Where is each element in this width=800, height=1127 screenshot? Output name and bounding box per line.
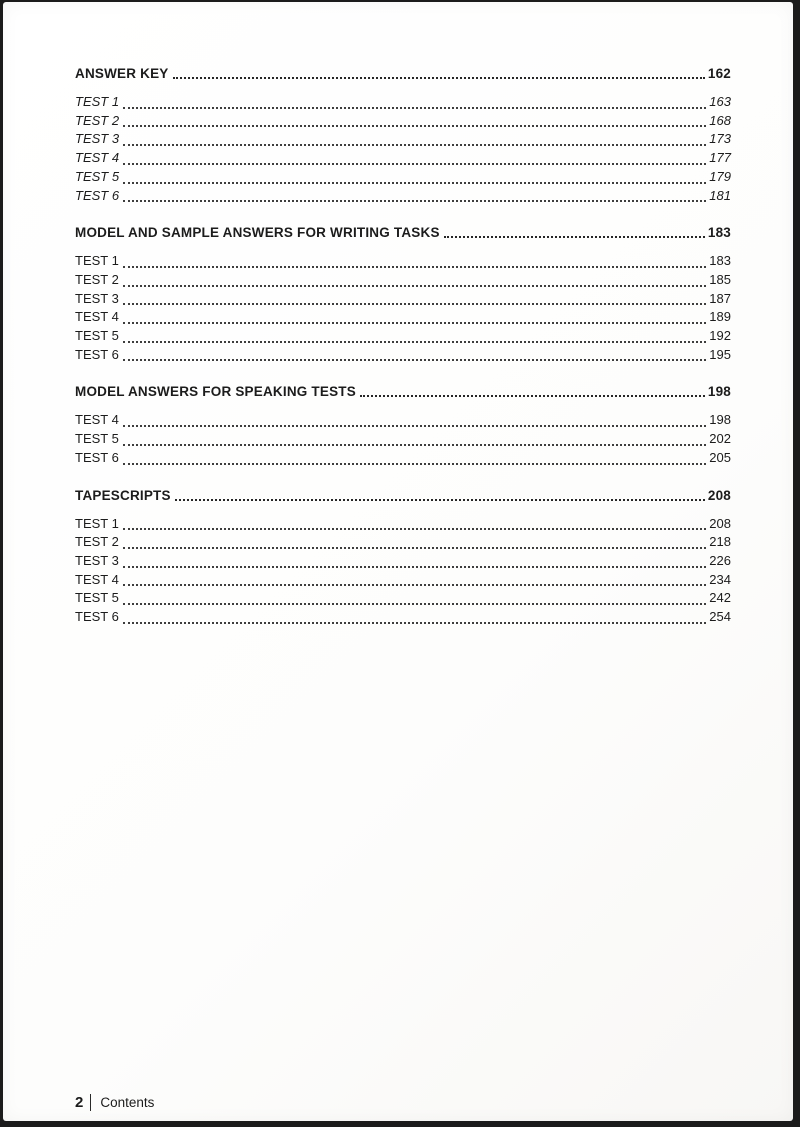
toc-heading-label: TAPESCRIPTS <box>75 487 171 503</box>
dot-leader <box>123 308 706 324</box>
toc-entry-page: 205 <box>709 449 731 465</box>
footer-page-number: 2 <box>75 1094 84 1111</box>
toc-entry-label: TEST 3 <box>75 290 119 306</box>
toc-heading-row <box>75 486 731 505</box>
toc-entry-label: TEST 5 <box>75 431 119 447</box>
toc-section-answer-key <box>75 64 731 205</box>
toc-heading-page: 183 <box>707 225 731 241</box>
footer-divider <box>90 1094 91 1111</box>
toc-entry <box>75 327 731 346</box>
dot-leader <box>123 168 706 184</box>
toc-entry <box>75 411 731 430</box>
toc-entry-page: 189 <box>709 309 731 325</box>
dot-leader <box>123 449 706 465</box>
toc-entry-page: 198 <box>709 412 731 428</box>
toc-entry-page: 202 <box>709 431 731 447</box>
toc-entry <box>75 346 731 365</box>
toc-heading-page: 208 <box>707 487 731 503</box>
toc-entry <box>75 571 731 590</box>
toc-entry-label: TEST 6 <box>75 187 120 203</box>
dot-leader <box>123 552 706 568</box>
toc-entry-page: 185 <box>709 271 731 287</box>
toc-entry-page: 234 <box>709 571 731 587</box>
toc-entry <box>75 93 731 112</box>
toc-entry-page: 218 <box>709 534 731 550</box>
toc-entry <box>75 533 731 552</box>
toc-entry <box>75 449 731 468</box>
toc-entry-label: TEST 1 <box>75 515 119 531</box>
toc-entry-page: 168 <box>709 112 731 128</box>
toc-entry-label: TEST 3 <box>75 552 119 568</box>
toc-entry <box>75 290 731 309</box>
dot-leader <box>123 515 706 531</box>
dot-leader <box>360 382 705 397</box>
toc-entry <box>75 589 731 608</box>
toc-entry-page: 208 <box>709 515 731 531</box>
toc-entry-label: TEST 4 <box>75 571 119 587</box>
dot-leader <box>123 93 706 109</box>
toc-section-tapescripts <box>75 486 731 627</box>
dot-leader <box>123 571 706 587</box>
toc-entry <box>75 252 731 271</box>
toc-entry <box>75 608 731 627</box>
toc-entry-page: 183 <box>709 253 731 269</box>
toc-entry-label: TEST 6 <box>75 449 119 465</box>
dot-leader <box>123 130 706 146</box>
dot-leader <box>123 187 706 203</box>
dot-leader <box>123 589 706 605</box>
toc-entry-page: 242 <box>709 590 731 606</box>
toc-entry <box>75 515 731 534</box>
toc-entry-label: TEST 5 <box>75 328 119 344</box>
toc-entry <box>75 430 731 449</box>
toc-entry <box>75 271 731 290</box>
toc-section-writing-answers <box>75 223 731 364</box>
toc-heading-label: ANSWER KEY <box>75 66 169 81</box>
dot-leader <box>444 223 705 238</box>
toc-entry-label: TEST 1 <box>75 253 119 269</box>
toc-heading-page: 162 <box>707 66 731 81</box>
toc-entry-label: TEST 2 <box>75 112 120 128</box>
toc-entry-page: 181 <box>709 187 731 203</box>
toc-heading-row <box>75 223 731 242</box>
toc-heading-row <box>75 382 731 401</box>
dot-leader <box>123 346 706 362</box>
dot-leader <box>123 271 706 287</box>
toc-entry-label: TEST 4 <box>75 150 120 166</box>
toc-entry <box>75 308 731 327</box>
dot-leader <box>123 149 706 165</box>
dot-leader <box>123 112 706 128</box>
toc-entry-label: TEST 6 <box>75 346 119 362</box>
page-footer <box>75 1094 154 1111</box>
toc-heading-label: MODEL AND SAMPLE ANSWERS FOR WRITING TASKS <box>75 225 440 241</box>
toc-entry-page: 192 <box>709 328 731 344</box>
toc-entry-label: TEST 4 <box>75 412 119 428</box>
dot-leader <box>123 430 706 446</box>
toc-entry-label: TEST 6 <box>75 609 119 625</box>
toc-entry <box>75 130 731 149</box>
toc-entry-page: 177 <box>709 150 731 166</box>
toc-entry-page: 226 <box>709 552 731 568</box>
toc-heading-row <box>75 64 731 83</box>
toc-entry-label: TEST 3 <box>75 131 120 147</box>
toc-entry-label: TEST 4 <box>75 309 119 325</box>
dot-leader <box>123 327 706 343</box>
dot-leader <box>123 608 706 624</box>
toc-heading-label: MODEL ANSWERS FOR SPEAKING TESTS <box>75 384 356 400</box>
toc-entry-page: 195 <box>709 346 731 362</box>
toc-entry-label: TEST 2 <box>75 534 119 550</box>
toc-entry-page: 179 <box>709 168 731 184</box>
dot-leader <box>123 290 706 306</box>
dot-leader <box>175 486 705 501</box>
footer-section-label: Contents <box>100 1095 155 1110</box>
toc-entry-label: TEST 5 <box>75 168 120 184</box>
scanned-book-page <box>3 2 793 1121</box>
toc-entry <box>75 112 731 131</box>
toc-heading-page: 198 <box>707 384 731 400</box>
toc-entry <box>75 168 731 187</box>
dot-leader <box>123 411 706 427</box>
toc-entry-label: TEST 2 <box>75 271 119 287</box>
toc-entry <box>75 187 731 206</box>
table-of-contents <box>75 64 731 627</box>
toc-entry-page: 163 <box>709 94 731 109</box>
dot-leader <box>173 64 705 79</box>
dot-leader <box>123 533 706 549</box>
toc-entry-page: 187 <box>709 290 731 306</box>
dot-leader <box>123 252 706 268</box>
toc-section-speaking-answers <box>75 382 731 467</box>
toc-entry <box>75 552 731 571</box>
toc-entry-page: 173 <box>709 131 731 147</box>
toc-entry-page: 254 <box>709 609 731 625</box>
toc-entry-label: TEST 1 <box>75 94 120 109</box>
toc-entry <box>75 149 731 168</box>
toc-entry-label: TEST 5 <box>75 590 119 606</box>
